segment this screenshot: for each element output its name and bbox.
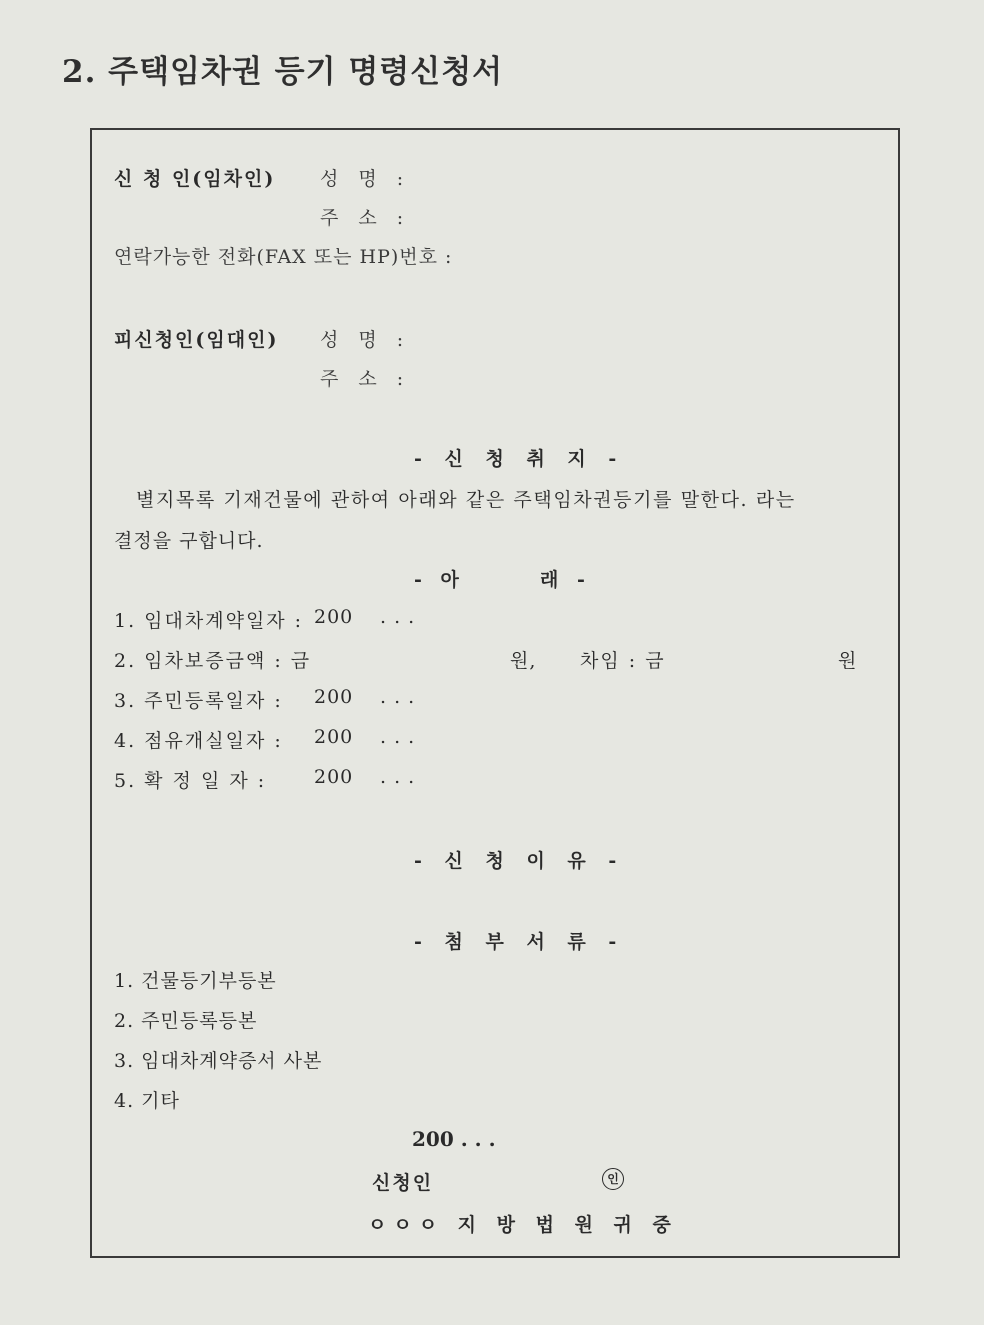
detail-item-value: 200 xyxy=(314,686,354,708)
details-heading-left: - 아 xyxy=(414,569,465,591)
details-heading-right: 래 - xyxy=(540,569,591,591)
page-title: 2. 주택임차권 등기 명령신청서 xyxy=(62,54,504,90)
attachment-item: 3. 임대차계약증서 사본 xyxy=(114,1050,323,1072)
seal-icon xyxy=(602,1168,624,1190)
attachment-item: 2. 주민등록등본 xyxy=(114,1010,258,1032)
reason-heading: - 신 청 이 유 - xyxy=(414,850,625,872)
attachment-item: 4. 기타 xyxy=(114,1090,180,1112)
applicant-phone-label: 연락가능한 전화(FAX 또는 HP)번호 : xyxy=(114,246,453,268)
respondent-name-label: 성 명 : xyxy=(320,329,411,351)
purpose-heading: - 신 청 취 지 - xyxy=(414,448,625,470)
detail-item-label: 2. 임차보증금액 : 금 xyxy=(114,650,312,672)
applicant-address-label: 주 소 : xyxy=(320,207,411,229)
detail-item-dots: . . . xyxy=(380,766,416,788)
attachment-item: 1. 건물등기부등본 xyxy=(114,970,277,992)
purpose-text-line1: 별지목록 기재건물에 관하여 아래와 같은 주택임차권등기를 말한다. 라는 xyxy=(136,489,796,511)
detail-won: 원 xyxy=(838,650,858,672)
detail-item-value: 200 xyxy=(314,766,354,788)
detail-item-value: 200 xyxy=(314,726,354,748)
detail-item-dots: . . . xyxy=(380,606,416,628)
respondent-label: 피신청인(임대인) xyxy=(114,329,279,351)
attachments-heading: - 첨 부 서 류 - xyxy=(414,931,625,953)
court-addressee: ㅇㅇㅇ 지 방 법 원 귀 중 xyxy=(368,1214,678,1236)
footer-signer-label: 신청인 xyxy=(372,1172,434,1194)
detail-won: 원, xyxy=(510,650,537,672)
detail-item-label: 1. 임대차계약일자 : xyxy=(114,610,304,632)
applicant-label: 신 청 인(임차인) xyxy=(114,168,276,190)
detail-item-dots: . . . xyxy=(380,726,416,748)
footer-date: 200 . . . xyxy=(412,1127,496,1151)
detail-item-label: 3. 주민등록일자 : xyxy=(114,690,283,712)
detail-item-value: 200 xyxy=(314,606,354,628)
applicant-name-label: 성 명 : xyxy=(320,168,411,190)
detail-item-label: 5. 확 정 일 자 : xyxy=(114,770,267,792)
purpose-text-line2: 결정을 구합니다. xyxy=(114,530,264,552)
seal-mark: 인 xyxy=(607,1172,619,1186)
detail-item-dots: . . . xyxy=(380,686,416,708)
detail-rent-label: 차임 : 금 xyxy=(580,650,666,672)
application-form xyxy=(90,128,900,1258)
detail-item-label: 4. 점유개실일자 : xyxy=(114,730,283,752)
respondent-address-label: 주 소 : xyxy=(320,368,411,390)
